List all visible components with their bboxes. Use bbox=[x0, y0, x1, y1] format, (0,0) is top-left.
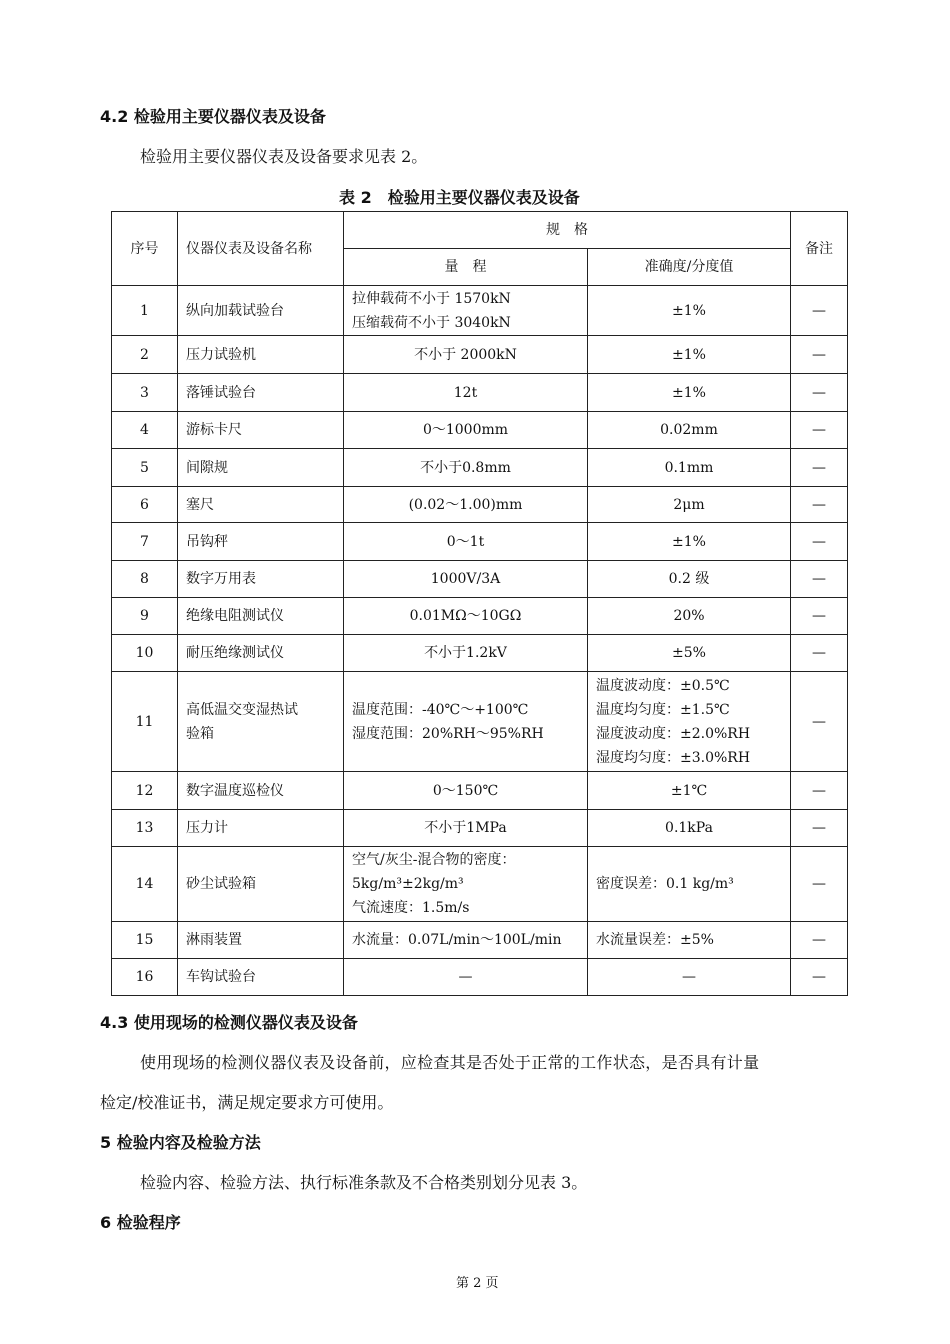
cell-no: 10 bbox=[112, 635, 178, 672]
header-index: 序号 bbox=[112, 212, 178, 286]
table-row bbox=[112, 449, 848, 487]
cell-remark: — bbox=[791, 810, 848, 847]
accuracy-line: 20% bbox=[673, 608, 705, 624]
name-line: 验箱 bbox=[186, 725, 214, 742]
cell-remark: — bbox=[791, 598, 848, 635]
cell-accuracy bbox=[588, 561, 791, 598]
cell-remark: — bbox=[791, 672, 848, 772]
cell-no: 16 bbox=[112, 959, 178, 996]
table-row bbox=[112, 922, 848, 959]
accuracy-line: ±1% bbox=[672, 533, 706, 550]
cell-remark: — bbox=[791, 286, 848, 336]
accuracy-line: ±1% bbox=[672, 384, 706, 401]
name-line: 游标卡尺 bbox=[186, 422, 242, 438]
cell-range bbox=[344, 412, 588, 449]
cell-accuracy bbox=[588, 286, 791, 336]
accuracy-line: 0.1mm bbox=[664, 459, 714, 476]
accuracy-line: 温度均匀度：±1.5℃ bbox=[596, 701, 730, 718]
cell-name bbox=[178, 374, 344, 412]
cell-remark: — bbox=[791, 374, 848, 412]
cell-accuracy bbox=[588, 635, 791, 672]
section-6-heading: 6 检验程序 bbox=[100, 1213, 181, 1232]
cell-range bbox=[344, 635, 588, 672]
accuracy-line: 0.02mm bbox=[660, 422, 718, 438]
cell-no: 9 bbox=[112, 598, 178, 635]
section-4-2-text: 检验用主要仪器仪表及设备要求见表 2。 bbox=[140, 147, 428, 166]
range-line: 0～1000mm bbox=[422, 422, 509, 438]
cell-range bbox=[344, 449, 588, 487]
table-row bbox=[112, 847, 848, 922]
range-line: 12t bbox=[453, 384, 478, 401]
cell-accuracy bbox=[588, 487, 791, 523]
cell-remark: — bbox=[791, 523, 848, 561]
range-line: — bbox=[458, 969, 473, 985]
name-line: 吊钩秤 bbox=[186, 533, 228, 550]
range-line: 0.01MΩ～10GΩ bbox=[409, 608, 522, 624]
cell-name bbox=[178, 959, 344, 996]
name-line: 数字万用表 bbox=[186, 571, 256, 587]
cell-range bbox=[344, 810, 588, 847]
name-line: 压力计 bbox=[186, 820, 228, 836]
cell-name bbox=[178, 672, 344, 772]
cell-no: 13 bbox=[112, 810, 178, 847]
cell-name bbox=[178, 449, 344, 487]
cell-remark: — bbox=[791, 959, 848, 996]
range-line: 5kg/m³±2kg/m³ bbox=[352, 876, 464, 892]
cell-accuracy bbox=[588, 523, 791, 561]
cell-accuracy bbox=[588, 412, 791, 449]
range-line: (0.02～1.00)mm bbox=[408, 496, 523, 513]
cell-range bbox=[344, 672, 588, 772]
cell-no: 3 bbox=[112, 374, 178, 412]
cell-no: 15 bbox=[112, 922, 178, 959]
cell-remark: — bbox=[791, 847, 848, 922]
cell-range bbox=[344, 959, 588, 996]
cell-accuracy bbox=[588, 672, 791, 772]
cell-accuracy bbox=[588, 810, 791, 847]
page-number: 第 2 页 bbox=[456, 1276, 499, 1291]
range-line: 不小于 2000kN bbox=[414, 346, 517, 363]
accuracy-line: ±1℃ bbox=[670, 782, 708, 799]
cell-no: 2 bbox=[112, 336, 178, 374]
cell-no: 12 bbox=[112, 772, 178, 810]
name-line: 压力试验机 bbox=[186, 346, 256, 363]
cell-range bbox=[344, 336, 588, 374]
cell-no: 8 bbox=[112, 561, 178, 598]
cell-name bbox=[178, 336, 344, 374]
cell-name bbox=[178, 772, 344, 810]
cell-accuracy bbox=[588, 772, 791, 810]
section-5-heading: 5 检验内容及检验方法 bbox=[100, 1133, 261, 1152]
name-line: 绝缘电阻测试仪 bbox=[186, 608, 284, 624]
name-line: 砂尘试验箱 bbox=[186, 876, 256, 892]
cell-no: 5 bbox=[112, 449, 178, 487]
accuracy-line: 0.2 级 bbox=[668, 571, 710, 587]
table-row bbox=[112, 374, 848, 412]
cell-name bbox=[178, 487, 344, 523]
range-line: 湿度范围：20%RH～95%RH bbox=[352, 725, 544, 742]
cell-name bbox=[178, 561, 344, 598]
cell-name bbox=[178, 412, 344, 449]
table-row bbox=[112, 672, 848, 772]
header-spec: 规 格 bbox=[344, 212, 791, 249]
cell-no: 1 bbox=[112, 286, 178, 336]
section-4-3-text-line1: 使用现场的检测仪器仪表及设备前，应检查其是否处于正常的工作状态，是否具有计量 bbox=[140, 1053, 760, 1072]
cell-accuracy bbox=[588, 847, 791, 922]
cell-range bbox=[344, 374, 588, 412]
cell-range bbox=[344, 487, 588, 523]
cell-no: 7 bbox=[112, 523, 178, 561]
cell-name bbox=[178, 635, 344, 672]
cell-accuracy bbox=[588, 449, 791, 487]
section-5-text: 检验内容、检验方法、执行标准条款及不合格类别划分见表 3。 bbox=[140, 1173, 588, 1192]
accuracy-line: 湿度均匀度：±3.0%RH bbox=[596, 749, 751, 766]
accuracy-line: 水流量误差：±5% bbox=[596, 932, 714, 948]
cell-accuracy bbox=[588, 598, 791, 635]
cell-range bbox=[344, 286, 588, 336]
name-line: 纵向加载试验台 bbox=[186, 302, 284, 319]
name-line: 耐压绝缘测试仪 bbox=[186, 645, 284, 661]
cell-range bbox=[344, 561, 588, 598]
range-line: 0～150℃ bbox=[432, 782, 499, 799]
range-line: 不小于1.2kV bbox=[424, 645, 507, 661]
accuracy-line: — bbox=[682, 969, 696, 985]
name-line: 数字温度巡检仪 bbox=[186, 782, 284, 799]
cell-name bbox=[178, 523, 344, 561]
cell-accuracy bbox=[588, 336, 791, 374]
table-row bbox=[112, 336, 848, 374]
cell-range bbox=[344, 598, 588, 635]
cell-range bbox=[344, 523, 588, 561]
cell-accuracy bbox=[588, 374, 791, 412]
cell-remark: — bbox=[791, 412, 848, 449]
accuracy-line: 湿度波动度：±2.0%RH bbox=[596, 725, 751, 742]
cell-range bbox=[344, 847, 588, 922]
range-line: 拉伸载荷不小于 1570kN bbox=[352, 290, 511, 307]
cell-remark: — bbox=[791, 487, 848, 523]
name-line: 塞尺 bbox=[186, 496, 214, 513]
cell-name bbox=[178, 847, 344, 922]
name-line: 车钩试验台 bbox=[186, 969, 256, 985]
cell-accuracy bbox=[588, 959, 791, 996]
range-line: 气流速度：1.5m/s bbox=[352, 900, 470, 916]
cell-no: 14 bbox=[112, 847, 178, 922]
table-row bbox=[112, 561, 848, 598]
table-row bbox=[112, 487, 848, 523]
equipment-table bbox=[111, 211, 848, 996]
accuracy-line: ±1% bbox=[672, 346, 706, 363]
section-4-3-heading: 4.3 使用现场的检测仪器仪表及设备 bbox=[100, 1013, 358, 1032]
header-accuracy: 准确度/分度值 bbox=[588, 249, 791, 286]
name-line: 落锤试验台 bbox=[186, 384, 256, 401]
cell-no: 6 bbox=[112, 487, 178, 523]
table-row bbox=[112, 598, 848, 635]
cell-name bbox=[178, 810, 344, 847]
accuracy-line: 0.1kPa bbox=[665, 820, 713, 836]
cell-remark: — bbox=[791, 561, 848, 598]
header-range: 量 程 bbox=[344, 249, 588, 286]
accuracy-line: 温度波动度：±0.5℃ bbox=[596, 677, 730, 694]
accuracy-line: ±1% bbox=[672, 302, 706, 319]
range-line: 温度范围：-40℃～+100℃ bbox=[352, 701, 529, 718]
table-row bbox=[112, 959, 848, 996]
cell-remark: — bbox=[791, 922, 848, 959]
cell-no: 11 bbox=[112, 672, 178, 772]
table-row bbox=[112, 810, 848, 847]
range-line: 空气/灰尘-混合物的密度： bbox=[352, 852, 516, 868]
section-4-2-heading: 4.2 检验用主要仪器仪表及设备 bbox=[100, 107, 326, 126]
name-line: 间隙规 bbox=[186, 459, 228, 476]
range-line: 不小于1MPa bbox=[424, 820, 507, 836]
cell-remark: — bbox=[791, 772, 848, 810]
cell-accuracy bbox=[588, 922, 791, 959]
table-row bbox=[112, 772, 848, 810]
cell-remark: — bbox=[791, 336, 848, 374]
name-line: 高低温交变湿热试 bbox=[186, 701, 298, 718]
accuracy-line: 密度误差：0.1 kg/m³ bbox=[596, 876, 734, 892]
name-line: 淋雨装置 bbox=[186, 932, 242, 948]
table-row bbox=[112, 412, 848, 449]
header-name: 仪器仪表及设备名称 bbox=[178, 212, 344, 286]
cell-no: 4 bbox=[112, 412, 178, 449]
cell-name bbox=[178, 286, 344, 336]
table-caption: 表 2 检验用主要仪器仪表及设备 bbox=[339, 188, 580, 207]
header-remark: 备注 bbox=[791, 212, 848, 286]
range-line: 1000V/3A bbox=[430, 571, 501, 587]
table-row bbox=[112, 523, 848, 561]
range-line: 水流量：0.07L/min～100L/min bbox=[352, 932, 562, 948]
table-row bbox=[112, 635, 848, 672]
cell-range bbox=[344, 772, 588, 810]
accuracy-line: 2μm bbox=[673, 496, 705, 513]
range-line: 不小于0.8mm bbox=[420, 459, 511, 476]
cell-range bbox=[344, 922, 588, 959]
table-row bbox=[112, 286, 848, 336]
cell-remark: — bbox=[791, 449, 848, 487]
cell-remark: — bbox=[791, 635, 848, 672]
cell-name bbox=[178, 598, 344, 635]
cell-name bbox=[178, 922, 344, 959]
range-line: 0～1t bbox=[446, 533, 485, 550]
range-line: 压缩载荷不小于 3040kN bbox=[352, 314, 511, 331]
section-4-3-text-line2: 检定/校准证书，满足规定要求方可使用。 bbox=[100, 1093, 394, 1112]
accuracy-line: ±5% bbox=[672, 645, 706, 661]
